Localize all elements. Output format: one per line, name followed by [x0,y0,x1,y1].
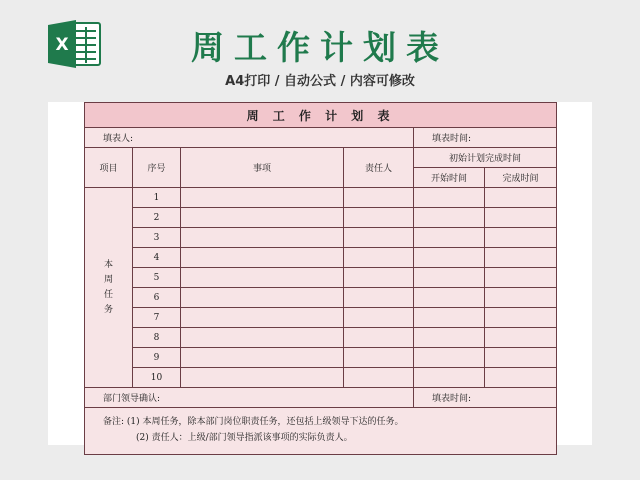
cell-end[interactable] [485,228,557,248]
section-label: 本周任务 [103,259,113,315]
cell-item[interactable] [181,208,344,228]
cell-owner[interactable] [344,328,414,348]
cell-end[interactable] [485,208,557,228]
cell-item[interactable] [181,268,344,288]
cell-item[interactable] [181,348,344,368]
row-seq: 5 [133,268,181,288]
cell-end[interactable] [485,368,557,388]
row-seq: 2 [133,208,181,228]
row-seq: 3 [133,228,181,248]
page-title: 周工作计划表 [191,28,449,67]
header-project: 项目 [85,148,133,188]
cell-owner[interactable] [344,288,414,308]
header-seq: 序号 [133,148,181,188]
form-title: 周 工 作 计 划 表 [85,103,557,128]
cell-item[interactable] [181,288,344,308]
row-seq: 9 [133,348,181,368]
cell-owner[interactable] [344,268,414,288]
cell-end[interactable] [485,328,557,348]
cell-owner[interactable] [344,188,414,208]
notes-cell [85,408,557,455]
row-seq: 6 [133,288,181,308]
cell-start[interactable] [414,248,485,268]
cell-start[interactable] [414,288,485,308]
cell-item[interactable] [181,188,344,208]
weekly-plan-table [84,102,557,455]
svg-text:X: X [55,35,69,55]
header-end-time: 完成时间 [485,168,557,188]
page-header [0,0,640,100]
note-line-1: 备注: (1) 本周任务，除本部门岗位职责任务，还包括上级领导下达的任务。 [103,417,404,427]
header-owner: 责任人 [344,148,414,188]
cell-end[interactable] [485,268,557,288]
header-item: 事项 [181,148,344,188]
header-plan-group: 初始计划完成时间 [414,148,557,168]
cell-start[interactable] [414,188,485,208]
cell-end[interactable] [485,248,557,268]
cell-start[interactable] [414,328,485,348]
cell-start[interactable] [414,348,485,368]
cell-owner[interactable] [344,348,414,368]
cell-item[interactable] [181,248,344,268]
cell-item[interactable] [181,328,344,348]
row-seq: 8 [133,328,181,348]
cell-item[interactable] [181,228,344,248]
cell-start[interactable] [414,368,485,388]
cell-start[interactable] [414,268,485,288]
filler-label[interactable]: 填表人: [85,128,414,148]
cell-end[interactable] [485,348,557,368]
cell-owner[interactable] [344,248,414,268]
row-seq: 7 [133,308,181,328]
cell-owner[interactable] [344,368,414,388]
row-seq: 1 [133,188,181,208]
cell-start[interactable] [414,308,485,328]
cell-item[interactable] [181,308,344,328]
row-seq: 10 [133,368,181,388]
page-subtitle: A4打印 / 自动公式 / 内容可修改 [225,74,415,89]
section-this-week [85,188,133,388]
cell-owner[interactable] [344,308,414,328]
row-seq: 4 [133,248,181,268]
fill-time-label[interactable]: 填表时间: [414,128,557,148]
cell-end[interactable] [485,308,557,328]
confirm-label[interactable]: 部门领导确认: [85,388,414,408]
cell-owner[interactable] [344,228,414,248]
cell-start[interactable] [414,208,485,228]
cell-end[interactable] [485,288,557,308]
cell-item[interactable] [181,368,344,388]
cell-start[interactable] [414,228,485,248]
header-start-time: 开始时间 [414,168,485,188]
note-line-2: (2) 责任人：上级/部门领导指派该事项的实际负责人。 [136,433,353,443]
cell-owner[interactable] [344,208,414,228]
cell-end[interactable] [485,188,557,208]
confirm-time-label[interactable]: 填表时间: [414,388,557,408]
